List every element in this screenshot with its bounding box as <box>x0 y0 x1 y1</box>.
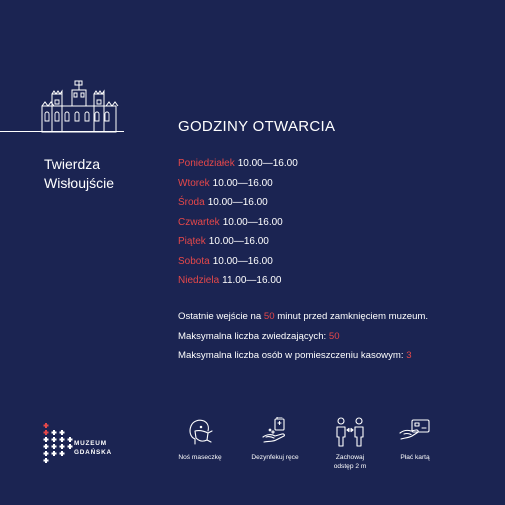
max-cashier-note: Maksymalna liczba osób w pomieszczeniu kasowym: 3 <box>178 350 412 361</box>
visitor-notes <box>178 307 428 366</box>
hours-row-monday: Poniedziałek 10.00—16.00 <box>178 158 298 169</box>
last-entry-note: Ostatnie wejście na 50 minut przed zamknięciem muzeum. <box>178 311 429 322</box>
hours-row-saturday: Sobota 10.00—16.00 <box>178 255 273 267</box>
rule-card-payment <box>365 417 465 462</box>
rule-label: Zachowaj odstęp 2 m <box>333 454 367 470</box>
social-distance-icon <box>334 417 366 447</box>
card-payment-icon <box>398 417 432 447</box>
castle-icon <box>32 78 122 133</box>
rule-label: Noś maseczkę <box>178 454 222 461</box>
hours-row-thursday: Czwartek 10.00—16.00 <box>178 216 283 228</box>
hand-sanitizer-icon <box>260 417 290 447</box>
rule-label: Płać kartą <box>400 454 430 461</box>
venue-name: Twierdza Wisłoujście <box>44 156 115 191</box>
hours-row-wednesday: Środa 10.00—16.00 <box>178 197 268 208</box>
museum-logo-text: MUZEUM GDAŃSKA <box>74 440 112 456</box>
opening-hours-list <box>178 154 298 291</box>
max-visitors-note: Maksymalna liczba zwiedzających: 50 <box>178 330 340 342</box>
face-mask-icon <box>185 417 215 447</box>
rule-label: Dezynfekuj ręce <box>251 454 299 461</box>
hours-row-friday: Piątek 10.00—16.00 <box>178 236 269 247</box>
hours-row-tuesday: Wtorek 10.00—16.00 <box>178 177 273 189</box>
hours-row-sunday: Niedziela 11.00—16.00 <box>178 275 282 286</box>
opening-hours-heading: GODZINY OTWARCIA <box>178 118 336 135</box>
header-divider <box>0 131 124 132</box>
